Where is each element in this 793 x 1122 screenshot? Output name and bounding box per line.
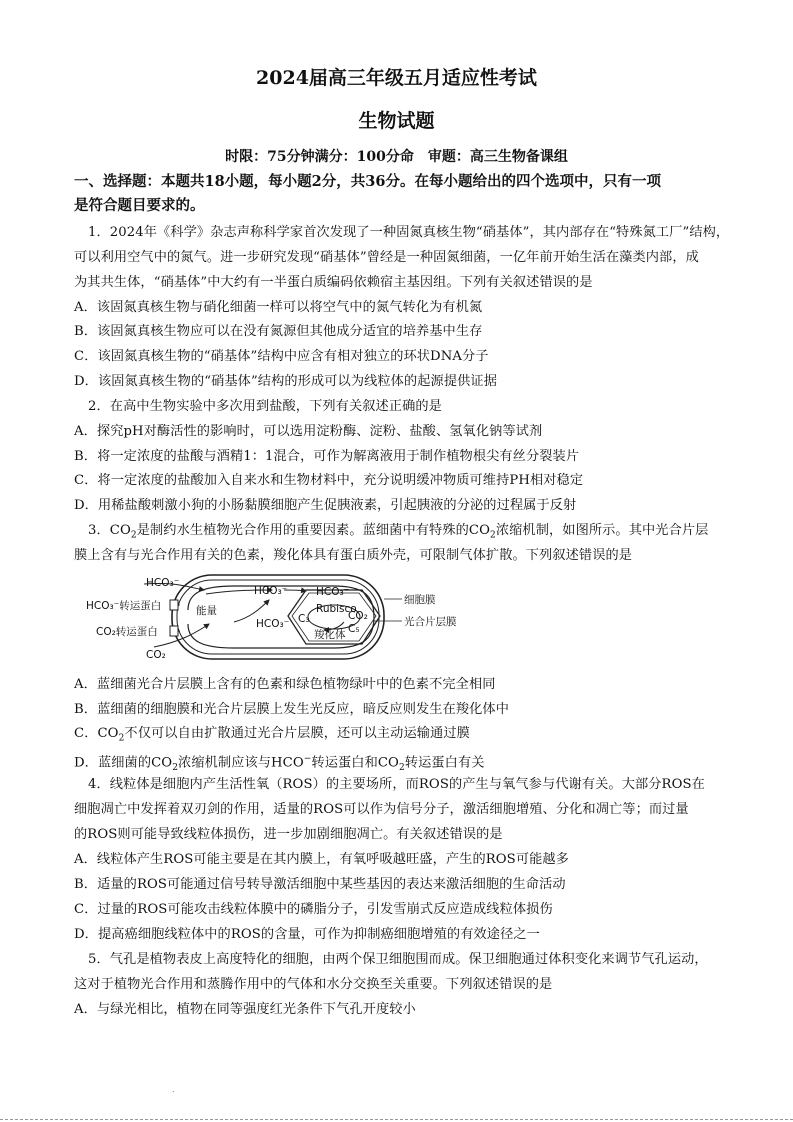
q4-stem-line-3: 的ROS则可能导致线粒体损伤，进一步加剧细胞凋亡。有关叙述错误的是 [74, 827, 503, 842]
q4-option-b: B．适量的ROS可能通过信号转导激活细胞中某些基因的表达来激活细胞的生命活动 [74, 877, 566, 892]
q1-option-a: A．该固氮真核生物与硝化细菌一样可以将空气中的氮气转化为有机氮 [74, 300, 483, 315]
arrow-hco3-to-carb [284, 590, 306, 591]
label-carboxysome: 羧化体 [314, 629, 346, 641]
label-co2-carboxysome: CO₂ [348, 610, 368, 622]
exam-meta: 时限：75分钟满分：100分命 审题：高三生物备课组 [225, 149, 568, 165]
q1-stem-line-1: 1．2024年《科学》杂志声称科学家首次发现了一种固氮真核生物“硝基体”，其内部存在“特殊氮工厂”结构， [88, 225, 730, 240]
label-hco3-inner-2: HCO₃⁻ [256, 618, 290, 630]
section-heading [74, 170, 734, 218]
q5-stem-line-2: 这对于植物光合作用和蒸腾作用中的气体和水分交换至关重要。下列叙述错误的是 [74, 977, 553, 992]
q1-stem-line-2: 可以利用空气中的氮气。进一步研究发现“硝基体”曾经是一种固氮细菌，一亿年前开始生活在藻类内部，成 [74, 250, 699, 265]
co2-transporter-shape [170, 626, 178, 636]
label-hco3-carboxysome: HCO₃⁻ [316, 586, 350, 598]
q4-option-a: A．线粒体产生ROS可能主要是在其内膜上，有氧呼吸越旺盛，产生的ROS可能越多 [74, 852, 569, 867]
q2-option-c: C．将一定浓度的盐酸加入自来水和生物材料中，充分说明缓冲物质可维持PH相对稳定 [74, 473, 584, 488]
subject-title: 生物试题 [358, 110, 435, 132]
label-rubisco: Rubisco [316, 603, 357, 615]
label-hco3-inner-1: HCO₃⁻ [254, 585, 288, 597]
q4-option-c: C．过量的ROS可能攻击线粒体膜中的磷脂分子，引发雪崩式反应造成线粒体损伤 [74, 902, 553, 917]
label-hco3-outer: HCO₃⁻ [146, 577, 180, 589]
co2-concentration-diagram [84, 572, 464, 664]
q2-option-b: B．将一定浓度的盐酸与酒精1：1混合，可作为解离液用于制作植物根尖有丝分裂装片 [74, 449, 580, 464]
label-co2-outer: CO₂ [146, 649, 166, 661]
q4-stem-line-2: 细胞凋亡中发挥着双刃剑的作用，适量的ROS可以作为信号分子，激活细胞增殖、分化和凋亡等；而过量 [74, 802, 689, 817]
exam-title: 2024届高三年级五月适应性考试 [256, 67, 537, 89]
label-cell-membrane: 细胞膜 [404, 594, 436, 606]
q3-option-d: D．蓝细菌的$CO_2$浓缩机制应该与HCO−转运蛋白和$CO_2$转运蛋白有关 [74, 754, 485, 774]
q3-option-a: A．蓝细菌光合片层膜上含有的色素和绿色植物绿叶中的色素不完全相同 [74, 677, 496, 692]
footer-dot: . [172, 1085, 175, 1094]
q1-stem-line-3: 为其共生体，“硝基体”中大约有一半蛋白质编码依赖宿主基因组。下列有关叙述错误的是 [74, 275, 593, 290]
q3-option-c: C．$CO_2$不仅可以自由扩散通过光合片层膜，还可以主动运输通过膜 [74, 726, 470, 744]
q4-option-d: D．提高癌细胞线粒体中的ROS的含量，可作为抑制癌细胞增殖的有效途径之一 [74, 927, 540, 942]
q2-stem: 2．在高中生物实验中多次用到盐酸，下列有关叙述正确的是 [88, 399, 442, 414]
q2-option-a: A．探究pH对酶活性的影响时，可以选用淀粉酶、淀粉、盐酸、氢氧化钠等试剂 [74, 424, 543, 439]
q3-option-b: B．蓝细菌的细胞膜和光合片层膜上发生光反应，暗反应则发生在羧化体中 [74, 702, 509, 717]
label-c3: C₃ [298, 613, 310, 625]
page-bottom-rule [0, 1119, 793, 1120]
label-energy: 能量 [196, 605, 217, 617]
q1-option-d: D．该固氮真核生物的“硝基体”结构的形成可以为线粒体的起源提供证据 [74, 374, 497, 389]
q5-option-a: A．与绿光相比，植物在同等强度红光条件下气孔开度较小 [74, 1002, 416, 1017]
label-co2-transporter: CO₂转运蛋白 [96, 626, 158, 638]
label-hco3-transporter: HCO₃⁻转运蛋白 [86, 600, 162, 612]
q4-stem-line-1: 4．线粒体是细胞内产生活性氧（ROS）的主要场所，而ROS的产生与氧气参与代谢有关。大部分ROS在 [88, 777, 705, 792]
label-thylakoid-membrane: 光合片层膜 [404, 616, 457, 628]
hco3-transporter-shape [170, 600, 178, 610]
q3-stem-line-1: 3．$CO_2$是制约水生植物光合作用的重要因素。蓝细菌中有特殊的$CO_2$浓缩机制，如图所示。其中光合片层 [88, 523, 709, 541]
q5-stem-line-1: 5．气孔是植物表皮上高度特化的细胞，由两个保卫细胞围而成。保卫细胞通过体积变化来调节气孔运动， [88, 952, 708, 967]
q2-option-d: D．用稀盐酸刺激小狗的小肠黏膜细胞产生促胰液素，引起胰液的分泌的过程属于反射 [74, 498, 577, 513]
label-c5: C₅ [348, 623, 360, 635]
q3-stem-line-2: 膜上含有与光合作用有关的色素，羧化体具有蛋白质外壳，可限制气体扩散。下列叙述错误的是 [74, 548, 633, 563]
section-heading-line-2: 是符合题目要求的。 [74, 197, 205, 214]
section-heading-line-1: 一、选择题：本题共18小题，每小题2分，共36分。在每小题给出的四个选项中，只有一项 [74, 173, 661, 190]
q1-option-b: B．该固氮真核生物应可以在没有氮源但其他成分适宜的培养基中生存 [74, 324, 483, 339]
q1-option-c: C．该固氮真核生物的“硝基体”结构中应含有相对独立的环状DNA分子 [74, 349, 489, 364]
